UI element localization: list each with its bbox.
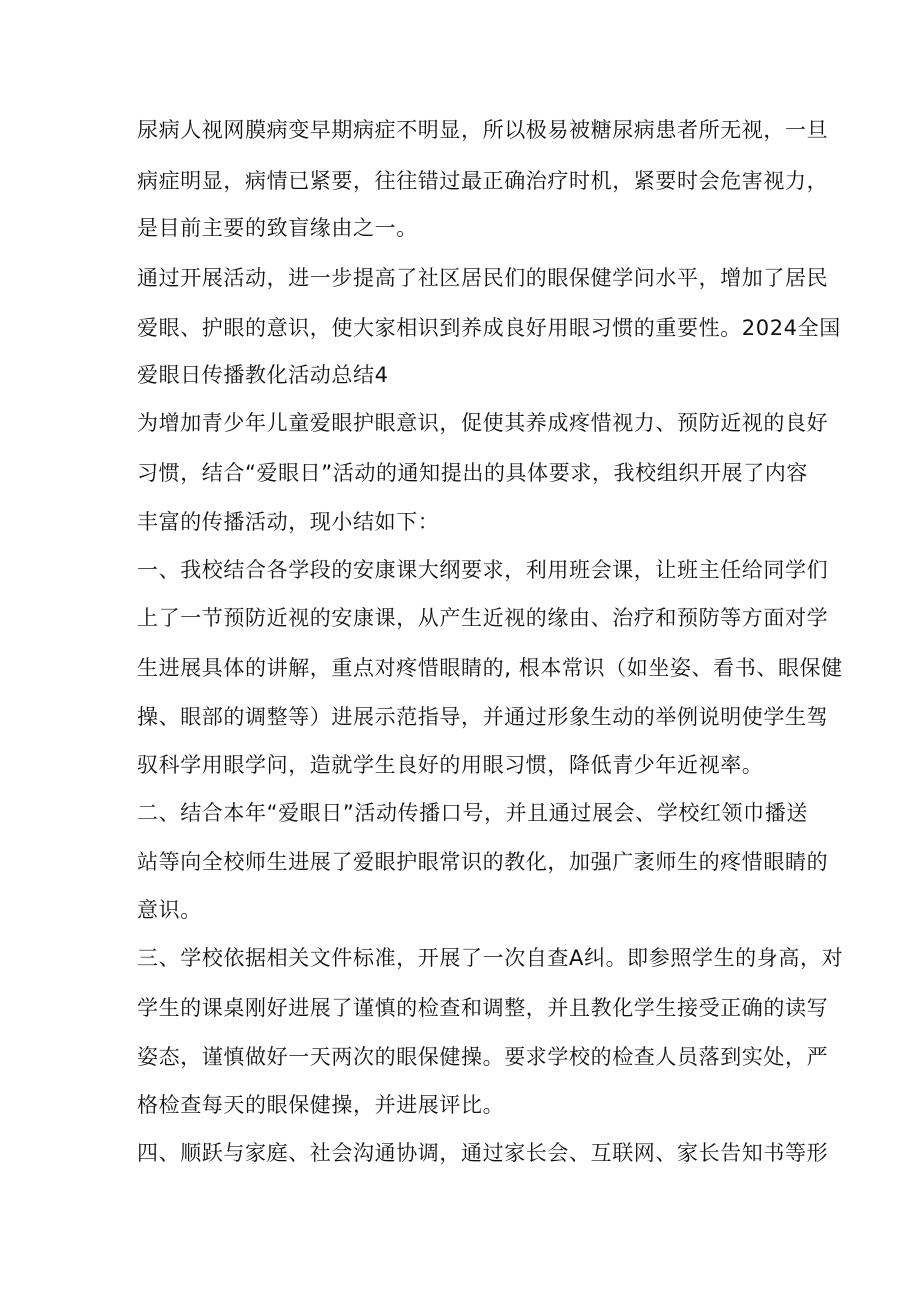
text-line: 是目前主要的致盲缘由之一。 <box>137 216 418 240</box>
text-line: 尿病人视网膜病变早期病症不明显，所以极易被糖尿病患者所无视，一旦 <box>137 118 829 142</box>
text-line: 姿态，谨慎做好一天两次的眼保健操。要求学校的检查人员落到实处，严 <box>137 1045 829 1069</box>
text-line: 通过开展活动，进一步提高了社区居民们的眼保健学问水平，增加了居民 <box>137 266 829 290</box>
text-line: 为增加青少年儿童爱眼护眼意识，促使其养成疼惜视力、预防近视的良好 <box>137 411 829 435</box>
text-line: 生进展具体的讲解，重点对疼惜眼睛的, 根本常识（如坐姿、看书、眼保健 <box>137 656 843 680</box>
text-line: 习惯，结合“爱眼日”活动的通知提出的具体要求，我校组织开展了内容 <box>137 461 808 485</box>
text-line: 爱眼、护眼的意识，使大家相识到养成良好用眼习惯的重要性。2024全国 <box>137 316 841 340</box>
text-line: 上了一节预防近视的安康课，从产生近视的缘由、治疗和预防等方面对学 <box>137 606 829 630</box>
text-line: 三、学校依据相关文件标准，开展了一次自查A纠。即参照学生的身高，对 <box>137 946 844 970</box>
text-line: 病症明显，病情已紧要，往往错过最正确治疗时机，紧要时会危害视力， <box>137 169 829 193</box>
text-line: 驭科学用眼学问，造就学生良好的用眼习惯，降低青少年近视率。 <box>137 753 764 777</box>
text-line: 四、顺跃与家庭、社会沟通协调，通过家长会、互联网、家长告知书等形 <box>137 1141 829 1165</box>
text-line: 意识。 <box>137 898 202 922</box>
text-line: 丰富的传播活动，现小结如下： <box>137 510 440 534</box>
text-line: 格检查每天的眼保健操，并进展评比。 <box>137 1093 505 1117</box>
text-line: 一、我校结合各学段的安康课大纲要求，利用班会课，让班主任给同学们 <box>137 558 829 582</box>
text-line: 爱眼日传播教化活动总结4 <box>137 363 389 387</box>
text-line: 学生的课桌刚好进展了谨慎的检查和调整，并且教化学生接受正确的读写 <box>137 996 829 1020</box>
text-line: 二、结合本年“爱眼日”活动传播口号，并且通过展会、学校红领巾播送 <box>137 801 808 825</box>
text-line: 站等向全校师生进展了爱眼护眼常识的教化，加强广袤师生的疼惜眼睛的 <box>137 850 829 874</box>
text-line: 操、眼部的调整等）进展示范指导，并通过形象生动的举例说明使学生驾 <box>137 705 829 729</box>
